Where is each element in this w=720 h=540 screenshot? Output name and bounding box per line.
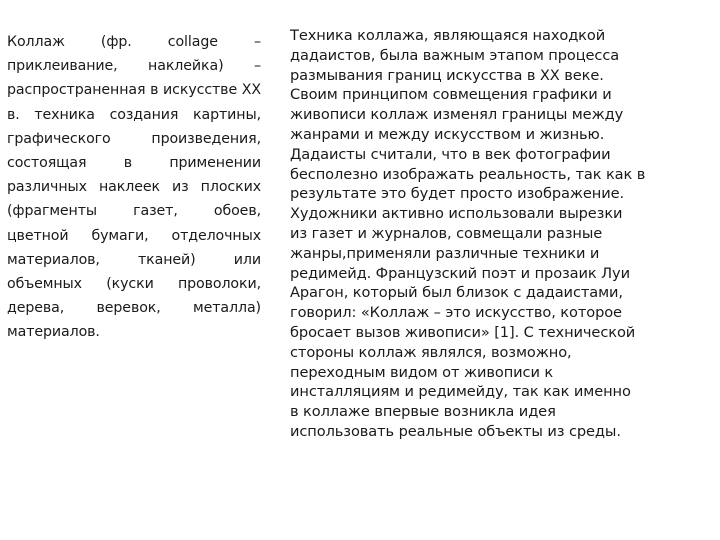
text-line: редимейд. Французский поэт и прозаик Луи	[290, 264, 630, 282]
text-line: из газет и журналов, совмещали разные	[290, 224, 603, 242]
text-line: говорил: «Коллаж – это искусство, которое	[290, 304, 622, 322]
text-line: Своим принципом совмещения графики и	[290, 86, 612, 104]
text-line: Арагон, который был близок с дадаистами,	[290, 284, 623, 302]
right-text-column	[290, 26, 688, 442]
text-line: инсталляциям и редимейду, так как именно	[290, 383, 631, 401]
left-text-column: Коллаж (фр. collage – приклеивание, наклейка) – распространенная в искусстве XX в. техника создания картины, графического произведения, состоящая в применении различных наклеек из плоских (фрагменты газет, обоев, цветной бумаги, отделочных материалов, тканей) или объемных (куски проволоки, дерева, веревок, металла) материалов.	[7, 34, 261, 341]
text-line: размывания границ искусства в XX веке.	[290, 66, 604, 84]
text-line: использовать реальные объекты из среды.	[290, 422, 621, 440]
text-line: жанрами и между искусством и жизнью.	[290, 125, 605, 143]
text-line: жанры,применяли различные техники и	[290, 244, 600, 262]
text-line: дадаистов, была важным этапом процесса	[290, 46, 620, 64]
text-line: Дадаисты считали, что в век фотографии	[290, 145, 611, 163]
text-line: бесполезно изображать реальность, так как в	[290, 165, 646, 183]
text-line: переходным видом от живописи к	[290, 363, 554, 381]
text-line: стороны коллаж являлся, возможно,	[290, 343, 572, 361]
text-line: живописи коллаж изменял границы между	[290, 106, 624, 124]
text-line: результате это будет просто изображение.	[290, 185, 625, 203]
text-line: Художники активно использовали вырезки	[290, 205, 623, 223]
text-line: в коллаже впервые возникла идея	[290, 403, 556, 421]
text-line: бросает вызов живописи» [1]. С технической	[290, 323, 636, 341]
text-line: Техника коллажа, являющаяся находкой	[290, 27, 606, 44]
